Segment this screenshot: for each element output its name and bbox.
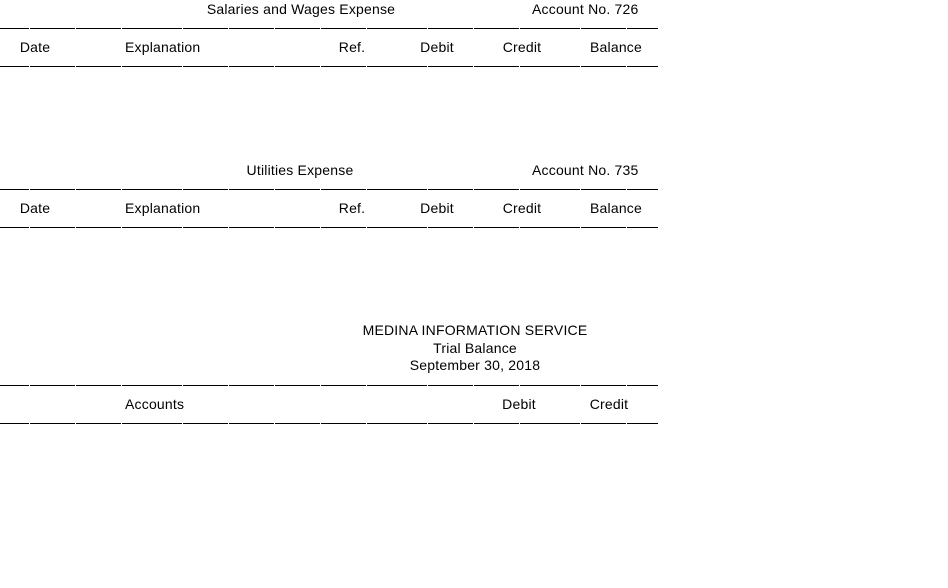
column-header-explanation: Explanation [125, 39, 201, 55]
rule-gap [29, 385, 30, 386]
rule-gap [580, 423, 581, 424]
rule-gap [75, 28, 76, 29]
column-header-ref: Ref. [338, 200, 366, 216]
rule-gap [320, 28, 321, 29]
rule-gap [427, 423, 428, 424]
rule-gap [427, 66, 428, 67]
ledger-title: Salaries and Wages Expense [206, 1, 396, 17]
rule-gap [320, 227, 321, 228]
column-header-date: Date [19, 39, 51, 55]
rule-gap [473, 189, 474, 190]
rule-gap [274, 66, 275, 67]
column-header-debit: Debit [420, 200, 454, 216]
rule-gap [75, 66, 76, 67]
rule-gap [580, 227, 581, 228]
rule-gap [519, 423, 520, 424]
rule-gap [274, 189, 275, 190]
rule-gap [427, 189, 428, 190]
rule-gap [274, 28, 275, 29]
account-number: Account No. 735 [532, 162, 639, 178]
rule-gap [580, 189, 581, 190]
column-header-date: Date [19, 200, 51, 216]
rule-gap [182, 66, 183, 67]
rule-gap [320, 423, 321, 424]
rule-gap [75, 227, 76, 228]
rule-gap [228, 189, 229, 190]
rule-gap [473, 227, 474, 228]
rule-gap [274, 423, 275, 424]
rule-gap [519, 189, 520, 190]
rule-gap [29, 189, 30, 190]
rule-gap [29, 227, 30, 228]
rule-gap [580, 66, 581, 67]
rule-gap [228, 66, 229, 67]
rule-gap [182, 423, 183, 424]
column-header-credit: Credit [502, 39, 542, 55]
rule-gap [274, 227, 275, 228]
rule-gap [473, 28, 474, 29]
column-header-debit: Debit [502, 396, 536, 412]
rule-gap [29, 28, 30, 29]
column-header-ref: Ref. [338, 39, 366, 55]
column-header-credit: Credit [502, 200, 542, 216]
rule-gap [75, 189, 76, 190]
rule-gap [519, 28, 520, 29]
header-top-rule [0, 385, 658, 386]
column-header-debit: Debit [420, 39, 454, 55]
rule-gap [626, 227, 627, 228]
report-date: September 30, 2018 [409, 357, 541, 373]
rule-gap [519, 66, 520, 67]
rule-gap [121, 28, 122, 29]
rule-gap [121, 66, 122, 67]
header-bottom-rule [0, 227, 658, 228]
rule-gap [182, 189, 183, 190]
rule-gap [228, 227, 229, 228]
rule-gap [366, 227, 367, 228]
rule-gap [29, 66, 30, 67]
rule-gap [366, 189, 367, 190]
rule-gap [626, 189, 627, 190]
rule-gap [320, 66, 321, 67]
rule-gap [626, 66, 627, 67]
rule-gap [366, 423, 367, 424]
rule-gap [427, 227, 428, 228]
rule-gap [519, 227, 520, 228]
rule-gap [473, 385, 474, 386]
rule-gap [626, 385, 627, 386]
rule-gap [473, 423, 474, 424]
header-bottom-rule [0, 423, 658, 424]
header-top-rule [0, 189, 658, 190]
rule-gap [75, 385, 76, 386]
rule-gap [519, 385, 520, 386]
rule-gap [580, 385, 581, 386]
rule-gap [320, 385, 321, 386]
rule-gap [580, 28, 581, 29]
rule-gap [228, 28, 229, 29]
rule-gap [182, 227, 183, 228]
ledger-title: Utilities Expense [246, 162, 354, 178]
report-title: Trial Balance [433, 340, 517, 356]
rule-gap [29, 423, 30, 424]
rule-gap [427, 385, 428, 386]
rule-gap [182, 28, 183, 29]
column-header-explanation: Explanation [125, 200, 201, 216]
column-header-balance: Balance [590, 200, 642, 216]
rule-gap [366, 28, 367, 29]
rule-gap [626, 423, 627, 424]
company-name: MEDINA INFORMATION SERVICE [362, 322, 588, 338]
rule-gap [320, 189, 321, 190]
header-top-rule [0, 28, 658, 29]
account-number: Account No. 726 [532, 1, 639, 17]
rule-gap [366, 385, 367, 386]
rule-gap [626, 28, 627, 29]
rule-gap [121, 423, 122, 424]
rule-gap [228, 423, 229, 424]
rule-gap [274, 385, 275, 386]
rule-gap [366, 66, 367, 67]
rule-gap [121, 227, 122, 228]
rule-gap [75, 423, 76, 424]
column-header-balance: Balance [590, 39, 642, 55]
rule-gap [182, 385, 183, 386]
rule-gap [473, 66, 474, 67]
column-header-accounts: Accounts [125, 396, 185, 412]
column-header-credit: Credit [589, 396, 629, 412]
rule-gap [121, 189, 122, 190]
header-bottom-rule [0, 66, 658, 67]
rule-gap [228, 385, 229, 386]
rule-gap [121, 385, 122, 386]
rule-gap [427, 28, 428, 29]
